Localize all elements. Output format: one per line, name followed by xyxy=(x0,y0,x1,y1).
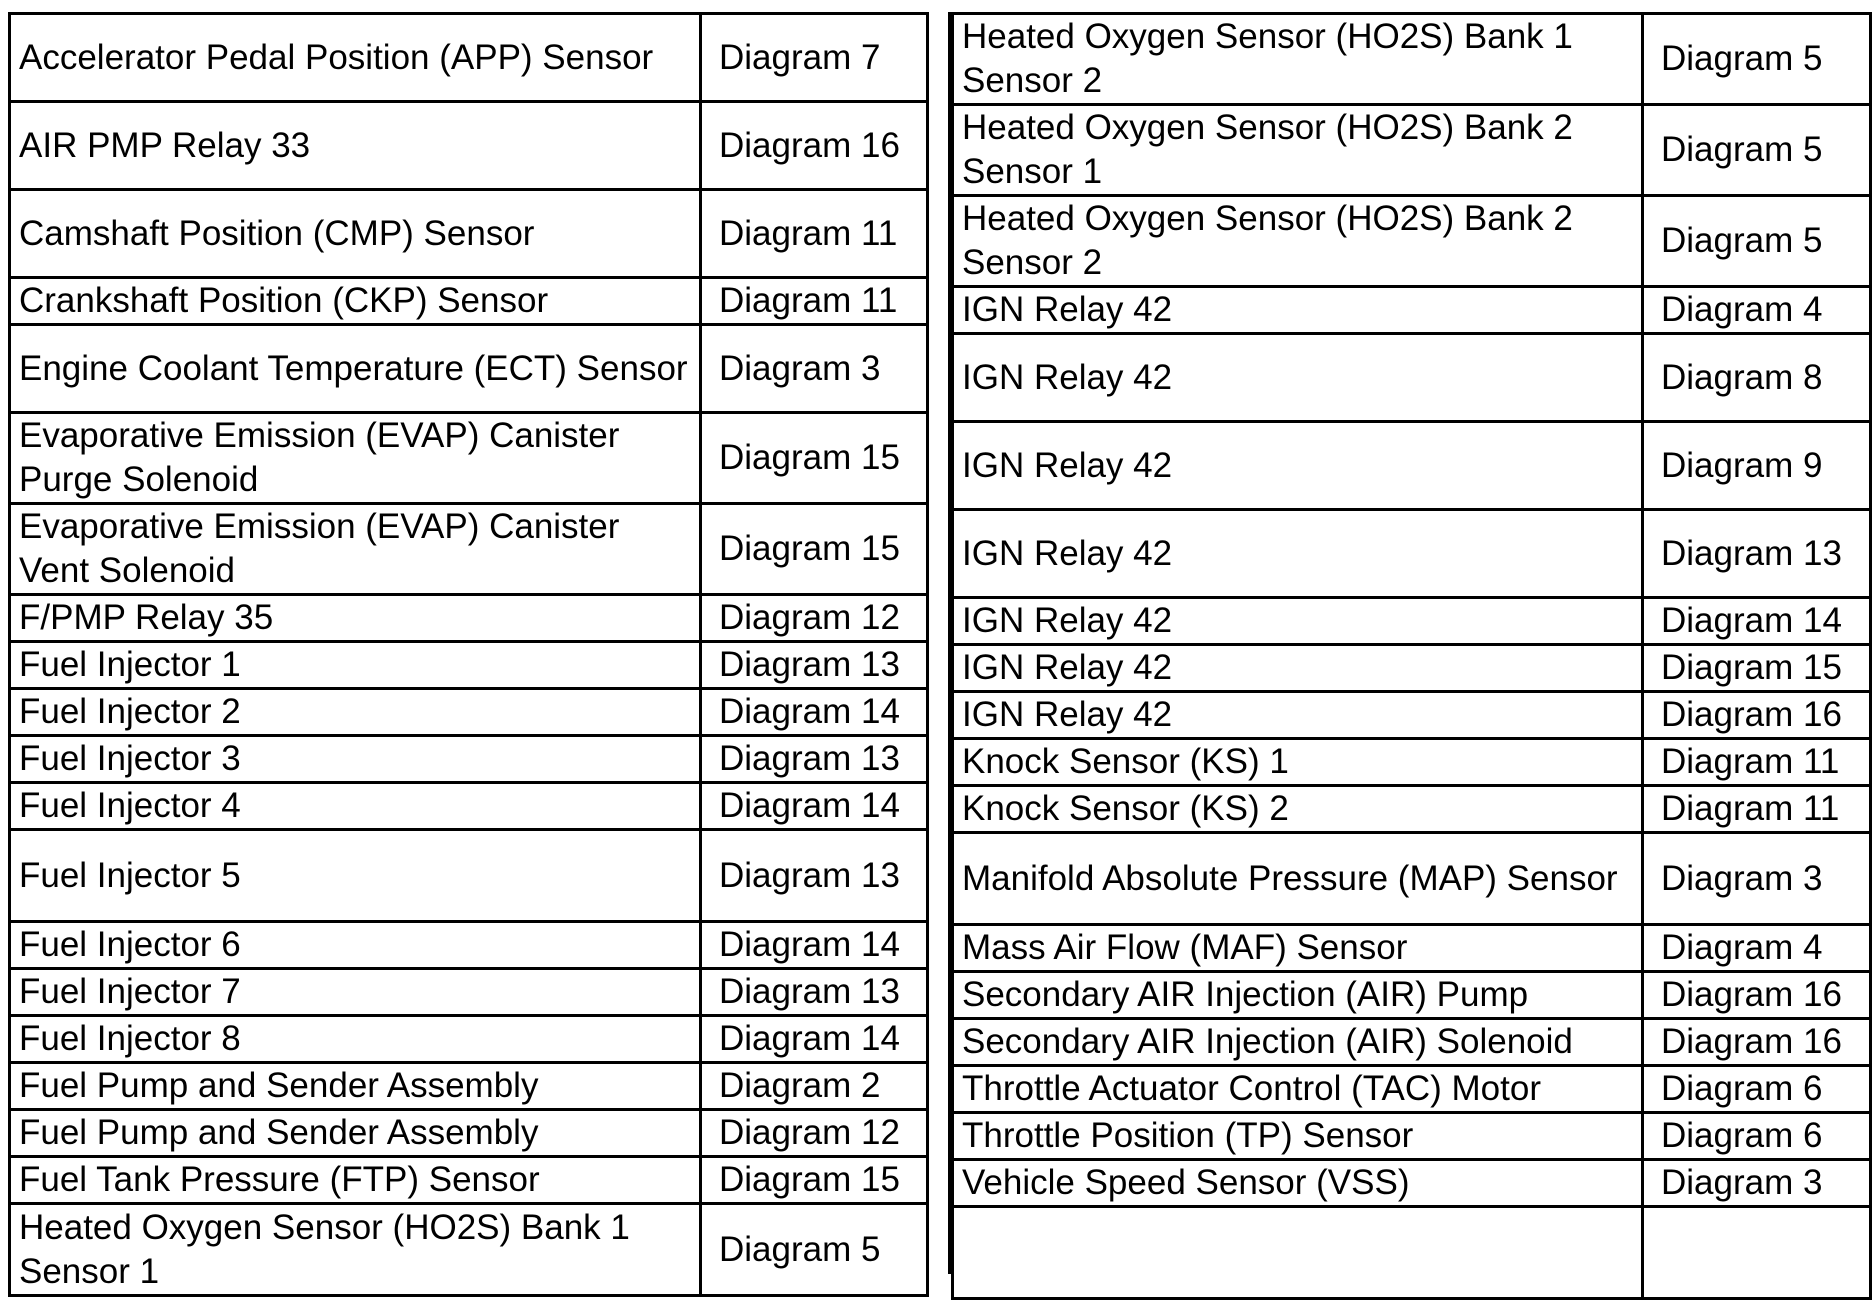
diagram-reference-cell: Diagram 14 xyxy=(701,689,928,736)
diagram-reference-cell: Diagram 16 xyxy=(1643,1019,1871,1066)
component-name-cell: Camshaft Position (CMP) Sensor xyxy=(10,190,701,278)
table-row xyxy=(953,786,1871,833)
diagram-reference-cell: Diagram 11 xyxy=(1643,739,1871,786)
component-name-cell: IGN Relay 42 xyxy=(953,422,1643,510)
component-name-cell: Fuel Injector 2 xyxy=(10,689,701,736)
diagram-reference-cell: Diagram 16 xyxy=(701,102,928,190)
diagram-reference-cell: Diagram 14 xyxy=(701,922,928,969)
diagram-reference-cell: Diagram 13 xyxy=(1643,510,1871,598)
component-name-cell: Knock Sensor (KS) 1 xyxy=(953,739,1643,786)
component-name-cell: IGN Relay 42 xyxy=(953,510,1643,598)
diagram-reference-cell: Diagram 6 xyxy=(1643,1066,1871,1113)
component-name-cell: IGN Relay 42 xyxy=(953,334,1643,422)
component-name-cell: IGN Relay 42 xyxy=(953,692,1643,739)
table-row xyxy=(953,422,1871,510)
component-name-cell: Fuel Pump and Sender Assembly xyxy=(10,1063,701,1110)
diagram-reference-cell: Diagram 12 xyxy=(701,1110,928,1157)
diagram-reference-cell: Diagram 14 xyxy=(701,1016,928,1063)
right-column-table xyxy=(951,12,1872,1300)
table-row xyxy=(953,510,1871,598)
component-name-cell: Fuel Injector 5 xyxy=(10,830,701,922)
component-name-cell: Fuel Injector 4 xyxy=(10,783,701,830)
diagram-reference-cell: Diagram 15 xyxy=(701,1157,928,1204)
table-row xyxy=(953,1207,1871,1299)
diagram-reference-cell: Diagram 15 xyxy=(701,413,928,504)
table-row xyxy=(953,739,1871,786)
diagram-reference-cell: Diagram 13 xyxy=(701,830,928,922)
diagram-reference-cell: Diagram 4 xyxy=(1643,925,1871,972)
table-row xyxy=(953,1113,1871,1160)
component-name-cell: Mass Air Flow (MAF) Sensor xyxy=(953,925,1643,972)
diagram-reference-cell: Diagram 9 xyxy=(1643,422,1871,510)
component-name-cell: Throttle Position (TP) Sensor xyxy=(953,1113,1643,1160)
diagram-reference-cell: Diagram 5 xyxy=(1643,196,1871,287)
component-name-cell: IGN Relay 42 xyxy=(953,598,1643,645)
table-row xyxy=(10,969,928,1016)
component-name-cell: Fuel Injector 7 xyxy=(10,969,701,1016)
component-name-cell: Fuel Injector 8 xyxy=(10,1016,701,1063)
component-name-cell: Heated Oxygen Sensor (HO2S) Bank 2 Sensor 2 xyxy=(953,196,1643,287)
component-name-cell: Throttle Actuator Control (TAC) Motor xyxy=(953,1066,1643,1113)
component-name-cell: Secondary AIR Injection (AIR) Pump xyxy=(953,972,1643,1019)
table-row xyxy=(953,833,1871,925)
table-row xyxy=(953,287,1871,334)
component-name-cell: Vehicle Speed Sensor (VSS) xyxy=(953,1160,1643,1207)
table-row xyxy=(953,925,1871,972)
diagram-reference-cell: Diagram 11 xyxy=(701,278,928,325)
table-row xyxy=(953,645,1871,692)
diagram-reference-cell: Diagram 5 xyxy=(1643,14,1871,105)
table-row xyxy=(10,736,928,783)
table-row xyxy=(953,1066,1871,1113)
table-row xyxy=(953,334,1871,422)
diagram-reference-cell: Diagram 13 xyxy=(701,969,928,1016)
diagram-reference-cell: Diagram 16 xyxy=(1643,692,1871,739)
component-name-cell: Knock Sensor (KS) 2 xyxy=(953,786,1643,833)
table-row xyxy=(10,278,928,325)
diagram-reference-cell: Diagram 5 xyxy=(701,1204,928,1296)
diagram-reference-cell: Diagram 15 xyxy=(1643,645,1871,692)
component-name-cell: IGN Relay 42 xyxy=(953,645,1643,692)
table-row xyxy=(10,1063,928,1110)
table-row xyxy=(953,14,1871,105)
component-name-cell: Secondary AIR Injection (AIR) Solenoid xyxy=(953,1019,1643,1066)
table-row xyxy=(10,190,928,278)
diagram-reference-cell: Diagram 11 xyxy=(1643,786,1871,833)
component-name-cell: Fuel Injector 6 xyxy=(10,922,701,969)
table-row xyxy=(10,325,928,413)
component-name-cell: Fuel Pump and Sender Assembly xyxy=(10,1110,701,1157)
table-row xyxy=(10,642,928,689)
table-row xyxy=(953,972,1871,1019)
table-row xyxy=(10,783,928,830)
component-name-cell xyxy=(953,1207,1643,1299)
table-row xyxy=(10,102,928,190)
table-row xyxy=(10,1016,928,1063)
component-name-cell: F/PMP Relay 35 xyxy=(10,595,701,642)
table-row xyxy=(953,1160,1871,1207)
diagram-reference-cell: Diagram 16 xyxy=(1643,972,1871,1019)
diagram-reference-cell: Diagram 2 xyxy=(701,1063,928,1110)
component-name-cell: Fuel Tank Pressure (FTP) Sensor xyxy=(10,1157,701,1204)
diagram-reference-cell: Diagram 3 xyxy=(1643,1160,1871,1207)
diagram-reference-cell: Diagram 13 xyxy=(701,642,928,689)
left-column-table xyxy=(8,12,929,1297)
table-row xyxy=(10,689,928,736)
table-row xyxy=(953,105,1871,196)
diagram-reference-cell xyxy=(1643,1207,1871,1299)
table-row xyxy=(953,692,1871,739)
table-row xyxy=(10,922,928,969)
table-row xyxy=(953,598,1871,645)
table-row xyxy=(953,1019,1871,1066)
diagram-reference-cell: Diagram 11 xyxy=(701,190,928,278)
table-row xyxy=(10,595,928,642)
component-name-cell: Crankshaft Position (CKP) Sensor xyxy=(10,278,701,325)
component-name-cell: Fuel Injector 1 xyxy=(10,642,701,689)
diagram-reference-cell: Diagram 6 xyxy=(1643,1113,1871,1160)
component-name-cell: IGN Relay 42 xyxy=(953,287,1643,334)
component-name-cell: Heated Oxygen Sensor (HO2S) Bank 2 Sensor 1 xyxy=(953,105,1643,196)
table-row xyxy=(10,504,928,595)
component-name-cell: Accelerator Pedal Position (APP) Sensor xyxy=(10,14,701,102)
diagram-reference-cell: Diagram 5 xyxy=(1643,105,1871,196)
diagram-reference-cell: Diagram 15 xyxy=(701,504,928,595)
component-name-cell: Evaporative Emission (EVAP) Canister Vent Solenoid xyxy=(10,504,701,595)
component-name-cell: Heated Oxygen Sensor (HO2S) Bank 1 Sensor 1 xyxy=(10,1204,701,1296)
table-row xyxy=(10,1110,928,1157)
diagram-reference-cell: Diagram 3 xyxy=(701,325,928,413)
diagram-reference-cell: Diagram 8 xyxy=(1643,334,1871,422)
table-row xyxy=(10,14,928,102)
component-name-cell: Manifold Absolute Pressure (MAP) Sensor xyxy=(953,833,1643,925)
table-row xyxy=(10,830,928,922)
diagram-reference-cell: Diagram 3 xyxy=(1643,833,1871,925)
component-name-cell: Engine Coolant Temperature (ECT) Sensor xyxy=(10,325,701,413)
table-row xyxy=(10,1204,928,1296)
table-row xyxy=(953,196,1871,287)
diagram-reference-cell: Diagram 7 xyxy=(701,14,928,102)
component-name-cell: Evaporative Emission (EVAP) Canister Purge Solenoid xyxy=(10,413,701,504)
component-name-cell: Heated Oxygen Sensor (HO2S) Bank 1 Sensor 2 xyxy=(953,14,1643,105)
diagram-reference-cell: Diagram 14 xyxy=(701,783,928,830)
table-row xyxy=(10,1157,928,1204)
diagram-reference-cell: Diagram 12 xyxy=(701,595,928,642)
diagram-reference-cell: Diagram 14 xyxy=(1643,598,1871,645)
component-name-cell: AIR PMP Relay 33 xyxy=(10,102,701,190)
table-row xyxy=(10,413,928,504)
component-name-cell: Fuel Injector 3 xyxy=(10,736,701,783)
diagram-reference-cell: Diagram 13 xyxy=(701,736,928,783)
diagram-reference-cell: Diagram 4 xyxy=(1643,287,1871,334)
